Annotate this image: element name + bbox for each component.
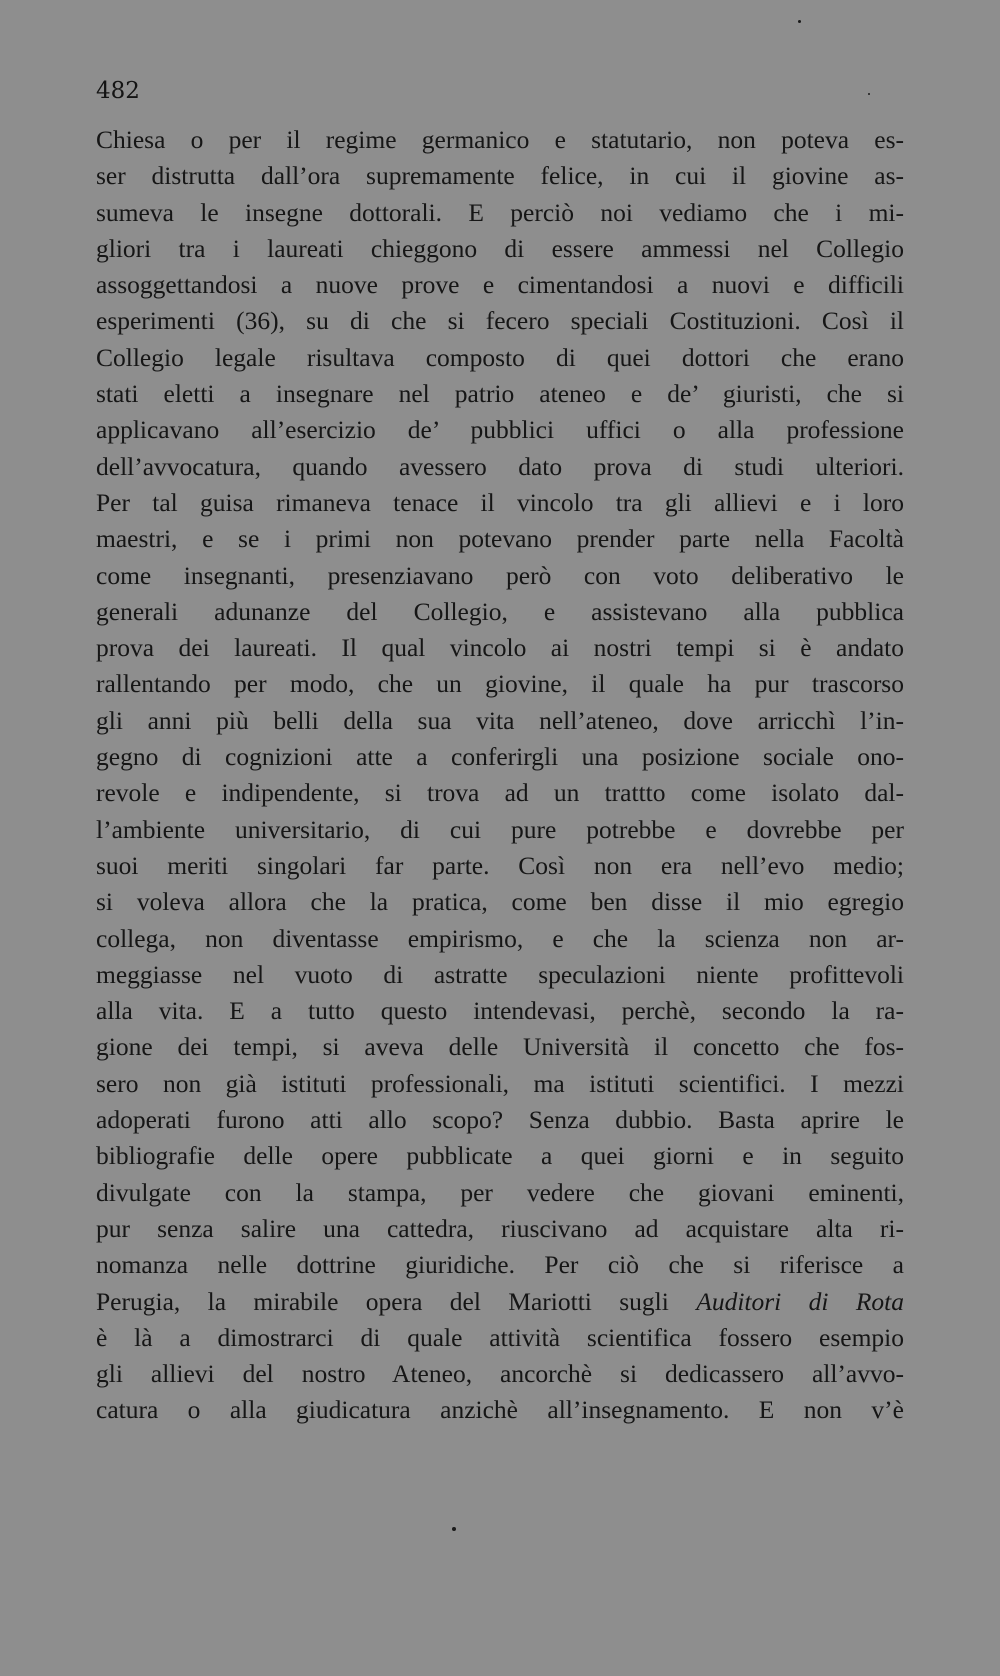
text-line: pur senza salire una cattedra, riuscivano ad acquistare alta ri- [96, 1213, 904, 1243]
text-line: sero non già istituti professionali, ma istituti scientifici. I mezzi [96, 1068, 904, 1098]
ink-speck [452, 1527, 456, 1531]
text-line: come insegnanti, presenziavano però con voto deliberativo le [96, 560, 904, 590]
text-line: prova dei laureati. Il qual vincolo ai nostri tempi si è andato [96, 633, 904, 663]
text-line: bibliografie delle opere pubblicate a quei giorni e in seguito [96, 1141, 904, 1171]
text-line: si voleva allora che la pratica, come ben disse il mio egregio [96, 887, 904, 917]
text-line: assoggettandosi a nuove prove e cimentandosi a nuovi e difficili [96, 270, 904, 300]
text-line: collega, non diventasse empirismo, e che la scienza non ar- [96, 923, 904, 953]
text-line: meggiasse nel vuoto di astratte speculazioni niente profittevoli [96, 959, 904, 989]
text-line: Chiesa o per il regime germanico e statutario, non poteva es- [96, 125, 904, 154]
text-line: suoi meriti singolari far parte. Così non era nell’evo medio; [96, 850, 904, 880]
body-text [96, 122, 904, 1429]
text-line: adoperati furono atti allo scopo? Senza dubbio. Basta aprire le [96, 1105, 904, 1135]
ink-speck [798, 20, 801, 23]
text-line: è là a dimostrarci di quale attività scientifica fossero esempio [96, 1322, 904, 1352]
text-line: maestri, e se i primi non potevano prender parte nella Facoltà [96, 524, 904, 554]
page-number: 482 [96, 78, 140, 104]
text-line: applicavano all’esercizio de’ pubblici uffici o alla professione [96, 415, 904, 445]
text-line: gegno di cognizioni atte a conferirgli una posizione sociale ono- [96, 742, 904, 772]
text-line: generali adunanze del Collegio, e assistevano alla pubblica [96, 596, 904, 626]
text-line: gione dei tempi, si aveva delle Università il concetto che fos- [96, 1032, 904, 1062]
text-line: ser distrutta dall’ora supremamente felice, in cui il giovine as- [96, 161, 904, 191]
italic-title: Auditori di Rota [696, 1286, 905, 1316]
text-line: dell’avvocatura, quando avessero dato prova di studi ulteriori. [96, 451, 904, 481]
text-line: stati eletti a insegnare nel patrio ateneo e de’ giuristi, che si [96, 379, 904, 409]
text-line: catura o alla giudicatura anzichè all’insegnamento. E non v’è [96, 1395, 904, 1425]
text-line: alla vita. E a tutto questo intendevasi, perchè, secondo la ra- [96, 996, 904, 1026]
text-line: gli allievi del nostro Ateneo, ancorchè si dedicassero all’avvo- [96, 1359, 904, 1389]
text-line: rallentando per modo, che un giovine, il quale ha pur trascorso [96, 669, 904, 699]
text-line: sumeva le insegne dottorali. E perciò noi vediamo che i mi- [96, 197, 904, 227]
text-line: Collegio legale risultava composto di quei dottori che erano [96, 342, 904, 372]
text-line: nomanza nelle dottrine giuridiche. Per ciò che si riferisce a [96, 1250, 904, 1280]
text-line-with-italic [96, 1284, 904, 1320]
text-line: Per tal guisa rimaneva tenace il vincolo tra gli allievi e i loro [96, 487, 904, 517]
text-line: revole e indipendente, si trova ad un trattto come isolato dal- [96, 778, 904, 808]
text-line: gliori tra i laureati chieggono di essere ammessi nel Collegio [96, 233, 904, 263]
text-line: gli anni più belli della sua vita nell’ateneo, dove arricchì l’in- [96, 705, 904, 735]
text-line: l’ambiente universitario, di cui pure potrebbe e dovrebbe per [96, 814, 904, 844]
text-line: esperimenti (36), su di che si fecero speciali Costituzioni. Così il [96, 306, 904, 336]
ink-speck [868, 93, 870, 95]
text-line: divulgate con la stampa, per vedere che giovani eminenti, [96, 1177, 904, 1207]
line-text-segment: Perugia, la mirabile opera del Mariotti sugli [96, 1286, 697, 1316]
